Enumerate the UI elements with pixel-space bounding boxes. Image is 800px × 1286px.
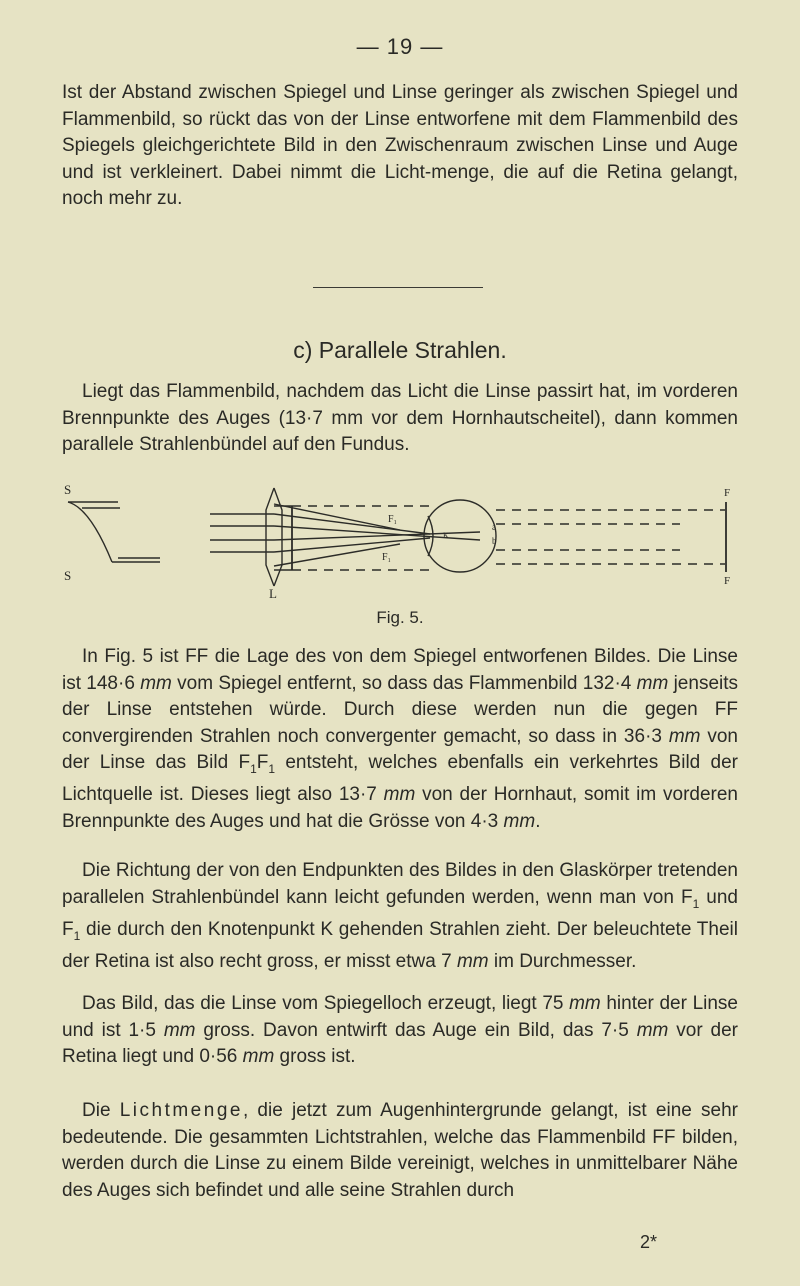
section-heading: c) Parallele Strahlen.	[293, 337, 507, 363]
lens-right	[274, 488, 282, 586]
lens-left	[266, 488, 274, 586]
label-l: L	[269, 586, 277, 598]
paragraph-direction: Die Richtung der von den Endpunkten des Bildes in den Glaskörper tretenden parallelen Strahlenbündel kann leicht gefunden werden, wenn man von $F_1$ und $F_1$ die durch den Knotenpunkt K gehenden Strahlen zieht. Der beleuchtete Theil der Retina ist also recht gross, er misst etwa 7 mm im Durchmesser.	[62, 860, 739, 973]
label-f-bottom: F	[724, 575, 731, 587]
label-f-top: F	[724, 487, 731, 499]
label-b: b	[492, 536, 497, 546]
label-f1-top: F₁	[388, 514, 398, 525]
paragraph-mirror-hole: Das Bild, das die Linse vom Spiegelloch erzeugt, liegt 75 mm hinter der Linse und ist 1·5 mm gross. Davon entwirft das Auge ein Bild, das 7·5 mm vor der Retina liegt und 0·56 mm gross ist.	[62, 993, 738, 1067]
mirror-upper-edge	[68, 502, 112, 562]
signature-mark: 2*	[640, 1232, 658, 1252]
label-a: a	[492, 522, 496, 532]
label-s-top: S	[64, 482, 72, 497]
page-number: — 19 —	[356, 34, 444, 59]
paragraph-parallel-rays: Liegt das Flammenbild, nachdem das Licht die Linse passirt hat, im vorderen Brennpunkte des Auges (13·7 mm vor dem Hornhautscheitel), dann kommen parallele Strahlenbündel auf den Fundus.	[62, 381, 738, 455]
label-f1-bottom: F₁	[382, 552, 392, 563]
label-s-bottom: S	[64, 568, 72, 583]
section-divider	[313, 287, 483, 288]
figure-5-diagram	[60, 480, 740, 598]
label-k: K	[443, 531, 449, 540]
paragraph-fig5: In Fig. 5 ist FF die Lage des von dem Spiegel entworfenen Bildes. Die Linse ist 148·6 mm vom Spiegel entfernt, so dass das Flammenbild 132·4 mm jenseits der Linse entstehen würde. Durch diese werden nun die gegen FF convergirenden Strahlen noch convergenter gemacht, so dass in 36·3 mm von der Linse das Bild $F_1F_1$ entsteht, welches ebenfalls ein verkehrtes Bild der Lichtquelle ist. Dieses liegt also 13·7 mm von der Hornhaut, somit im vorderen Brennpunkte des Auges und hat die Grösse von 4·3 mm.	[62, 646, 739, 832]
intro-paragraph: Ist der Abstand zwischen Spiegel und Linse geringer als zwischen Spiegel und Flammenbild, so rückt das von der Linse entworfene mit dem Flammenbild des Spiegels gleichgerichtete Bild in den Zwischenraum zwischen Linse und Auge und ist verkleinert. Dabei nimmt die Licht-menge, die auf die Retina gelangt, noch mehr zu.	[62, 82, 738, 209]
paragraph-light-amount: Die Lichtmenge, die jetzt zum Augenhintergrunde gelangt, ist eine sehr bedeutende. Die gesammten Lichtstrahlen, welche das Flammenbild FF bilden, werden durch die Linse zu einem Bilde vereinigt, welches in unmittelbarer Nähe des Auges sich befindet und alle seine Strahlen durch	[62, 1100, 738, 1201]
eye-globe	[424, 500, 496, 572]
figure-caption: Fig. 5.	[376, 608, 424, 627]
